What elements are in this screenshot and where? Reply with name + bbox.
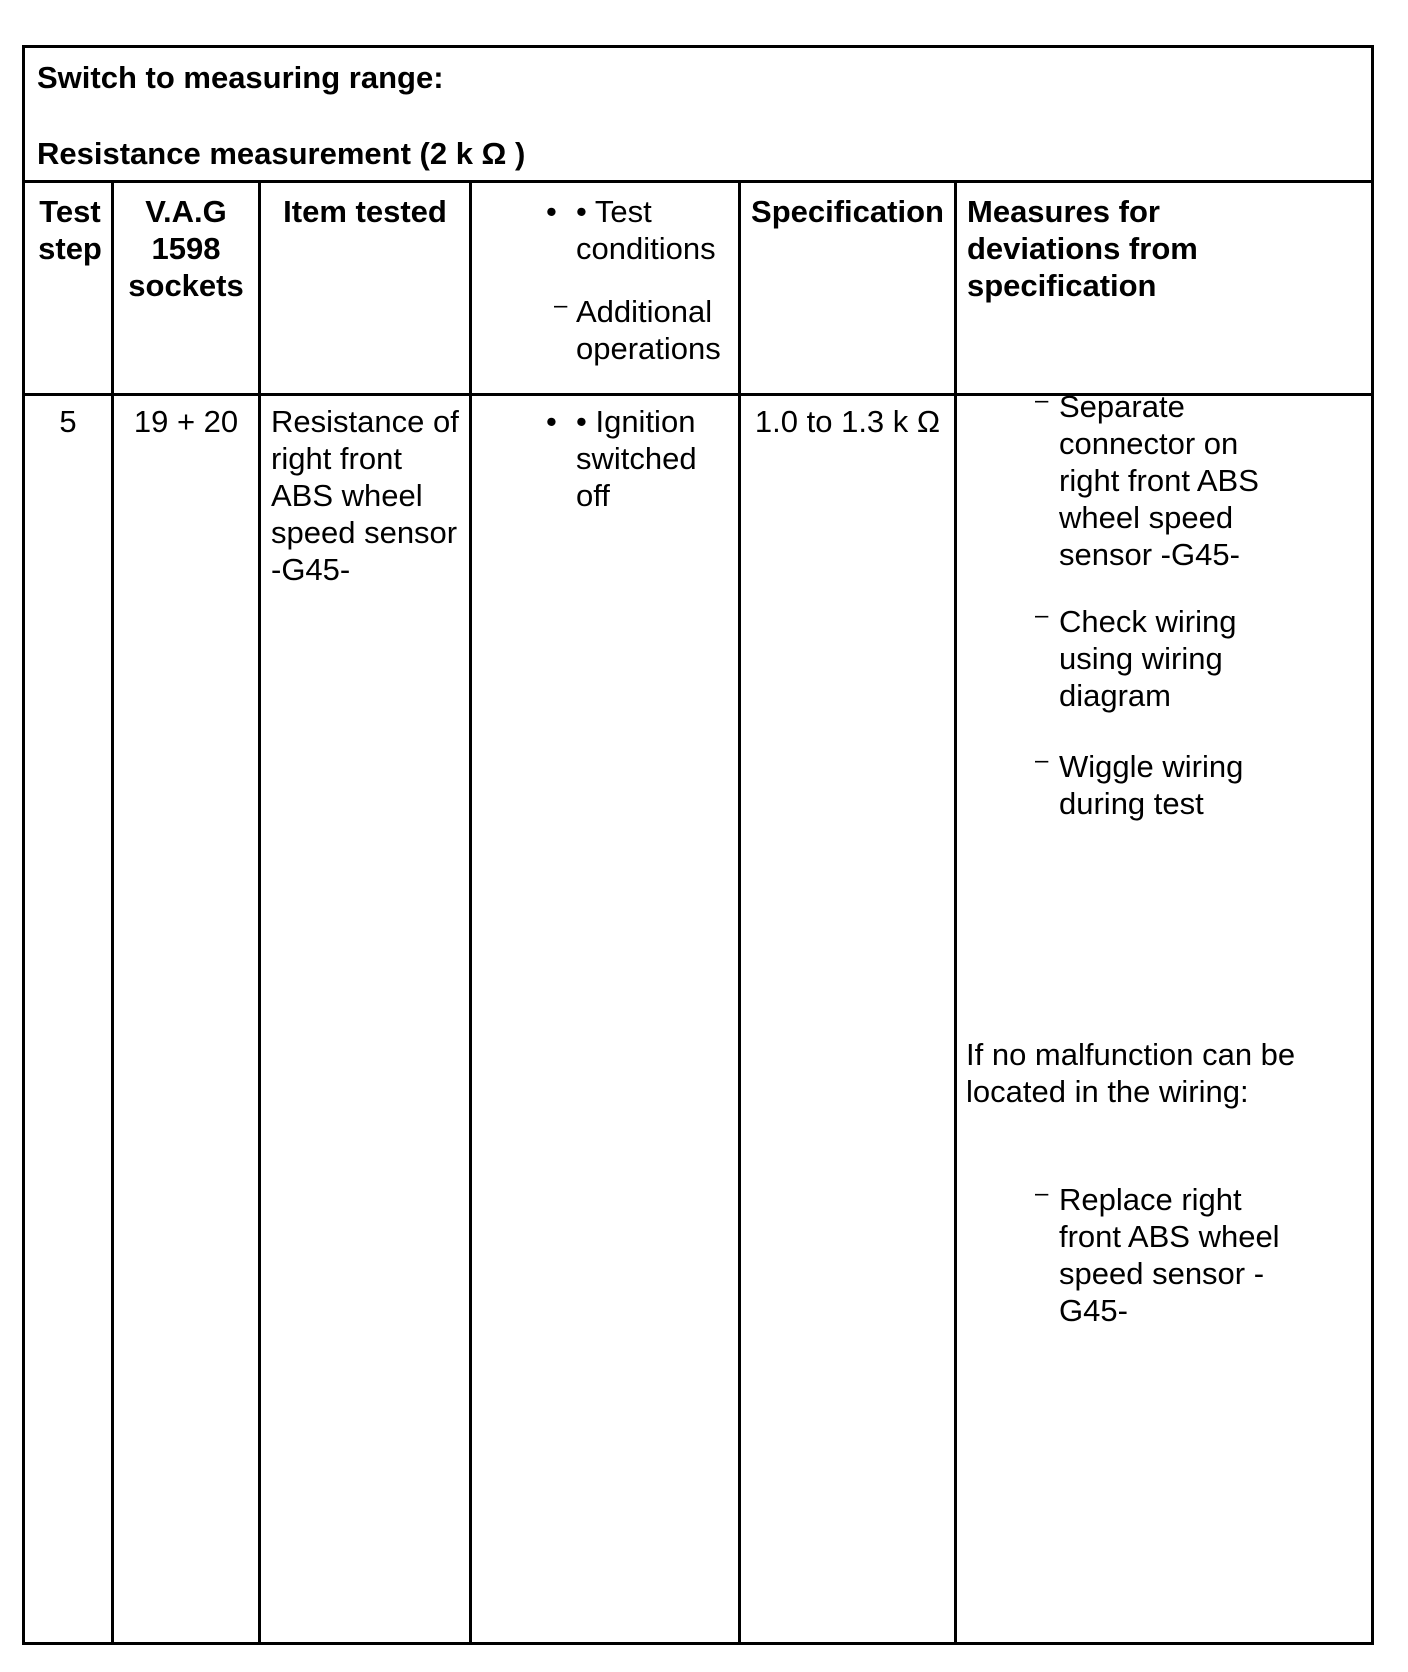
header-additional-operations bbox=[472, 293, 738, 367]
column-divider bbox=[954, 183, 957, 1642]
row-condition-label: • Ignition switched off bbox=[576, 404, 697, 513]
column-divider bbox=[258, 183, 261, 1642]
bullet-icon: • bbox=[546, 404, 557, 439]
header-specification: Specification bbox=[751, 194, 944, 229]
header-item-tested: Item tested bbox=[283, 194, 447, 229]
column-divider bbox=[111, 183, 114, 1642]
dash-icon: – bbox=[1035, 747, 1049, 774]
row-vag-sockets: 19 + 20 bbox=[133, 404, 239, 439]
malfunction-note: If no malfunction can be located in the wiring: bbox=[966, 1037, 1296, 1109]
bullet-icon: • bbox=[546, 194, 557, 229]
header-test-conditions-label: • Test conditions bbox=[576, 194, 716, 266]
header-vag-sockets: V.A.G 1598 sockets bbox=[128, 194, 244, 303]
final-measure-item bbox=[1035, 1180, 1299, 1329]
measure-item bbox=[1035, 747, 1299, 822]
header-test-step: Test step bbox=[38, 194, 102, 266]
column-divider bbox=[469, 183, 472, 1642]
row-specification: 1.0 to 1.3 k Ω bbox=[754, 404, 941, 439]
measure-item bbox=[1035, 602, 1299, 714]
row-conditions bbox=[472, 403, 738, 514]
dash-icon: – bbox=[1035, 1180, 1049, 1207]
row-test-step: 5 bbox=[59, 404, 77, 439]
dash-icon: – bbox=[1035, 387, 1049, 414]
measure-text: Check wiring using wiring diagram bbox=[1059, 604, 1237, 713]
dash-icon: – bbox=[554, 292, 568, 319]
measure-item bbox=[1035, 387, 1299, 573]
measuring-range-banner bbox=[25, 48, 1371, 183]
measure-text: Separate connector on right front ABS wheel speed sensor -G45- bbox=[1059, 389, 1259, 572]
header-conditions bbox=[472, 193, 738, 367]
banner-subtitle: Resistance measurement (2 k Ω ) bbox=[37, 136, 526, 171]
header-test-conditions bbox=[472, 193, 738, 267]
row-condition-item bbox=[472, 403, 738, 514]
column-divider bbox=[738, 183, 741, 1642]
header-additional-operations-label: Additional operations bbox=[576, 294, 721, 366]
banner-title: Switch to measuring range: bbox=[37, 60, 444, 95]
dash-icon: – bbox=[1035, 602, 1049, 629]
test-table bbox=[22, 45, 1374, 1645]
measure-text: Replace right front ABS wheel speed sensor -G45- bbox=[1059, 1182, 1280, 1328]
header-measures: Measures for deviations from specification bbox=[967, 194, 1198, 303]
row-item-tested: Resistance of right front ABS wheel speed sensor -G45- bbox=[271, 404, 459, 587]
measure-text: Wiggle wiring during test bbox=[1059, 749, 1244, 821]
